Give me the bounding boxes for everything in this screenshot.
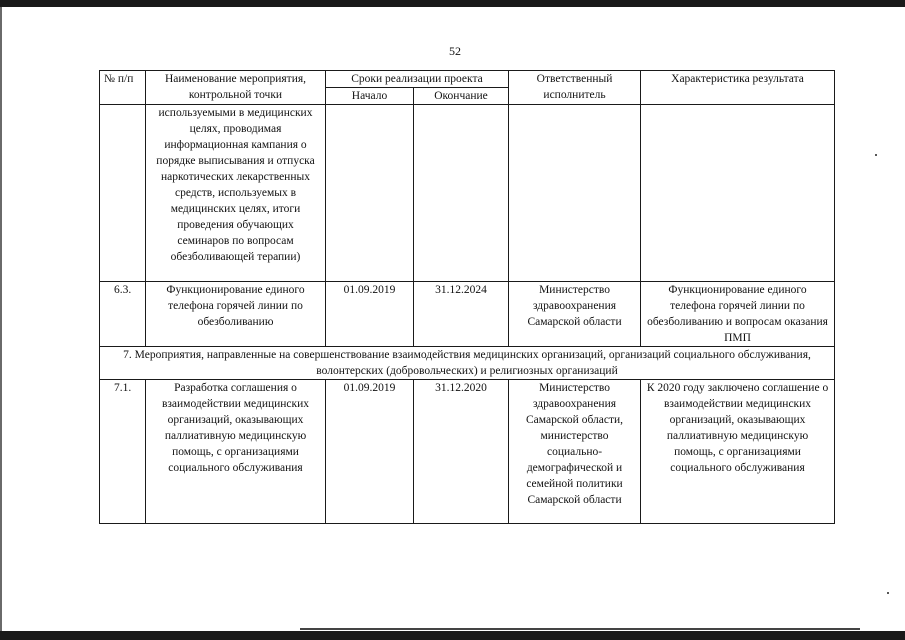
scan-speck xyxy=(875,154,877,156)
page-number: 52 xyxy=(449,44,461,58)
section-row xyxy=(100,347,835,380)
scan-border-bottom-thin xyxy=(300,628,860,630)
cell-start: 01.09.2019 xyxy=(326,282,414,347)
header-end: Окончание xyxy=(414,88,509,105)
cell-name: Разработка соглашения о взаимодействии медицинских организаций, оказывающих паллиативную медицинскую помощь, с организациями социального обслуживания xyxy=(146,380,326,524)
cell-num: 6.3. xyxy=(100,282,146,347)
section-title: 7. Мероприятия, направленные на совершенствование взаимодействия медицинских организаций, организаций социального обслуживания, волонтерских (добровольческих) и религиозных организаций xyxy=(100,347,835,380)
header-start: Начало xyxy=(326,88,414,105)
header-result: Характеристика результата xyxy=(641,71,835,105)
cell-responsible xyxy=(509,105,641,282)
scan-speck xyxy=(887,592,889,594)
table-row xyxy=(100,380,835,524)
cell-num xyxy=(100,105,146,282)
scan-border-left xyxy=(0,7,2,633)
cell-num: 7.1. xyxy=(100,380,146,524)
cell-responsible: Министерство здравоохранения Самарской области, министерство социально-демографической и семейной политики Самарской области xyxy=(509,380,641,524)
table-header-row xyxy=(100,71,835,88)
cell-end: 31.12.2020 xyxy=(414,380,509,524)
cell-result: Функционирование единого телефона горячей линии по обезболиванию и вопросам оказания ПМП xyxy=(641,282,835,347)
events-table xyxy=(99,70,835,524)
table-row xyxy=(100,105,835,282)
cell-start: 01.09.2019 xyxy=(326,380,414,524)
cell-name: используемыми в медицинских целях, проводимая информационная кампания о порядке выписывания и отпуска наркотических лекарственных средств, используемых в медицинских целях, итоги проведения обучающих семинаров по вопросам обезболивающей терапии) xyxy=(146,105,326,282)
cell-result: К 2020 году заключено соглашение о взаимодействии медицинских организаций, оказывающих паллиативную медицинскую помощь, с организациями социального обслуживания xyxy=(641,380,835,524)
header-num: № п/п xyxy=(100,71,146,105)
header-responsible: Ответственный исполнитель xyxy=(509,71,641,105)
cell-start xyxy=(326,105,414,282)
cell-name: Функционирование единого телефона горячей линии по обезболиванию xyxy=(146,282,326,347)
cell-result xyxy=(641,105,835,282)
scan-border-top xyxy=(0,0,905,7)
table-row xyxy=(100,282,835,347)
header-name: Наименование мероприятия, контрольной точки xyxy=(146,71,326,105)
cell-end: 31.12.2024 xyxy=(414,282,509,347)
scan-border-bottom xyxy=(0,631,905,640)
header-terms: Сроки реализации проекта xyxy=(326,71,509,88)
cell-responsible: Министерство здравоохранения Самарской области xyxy=(509,282,641,347)
cell-end xyxy=(414,105,509,282)
